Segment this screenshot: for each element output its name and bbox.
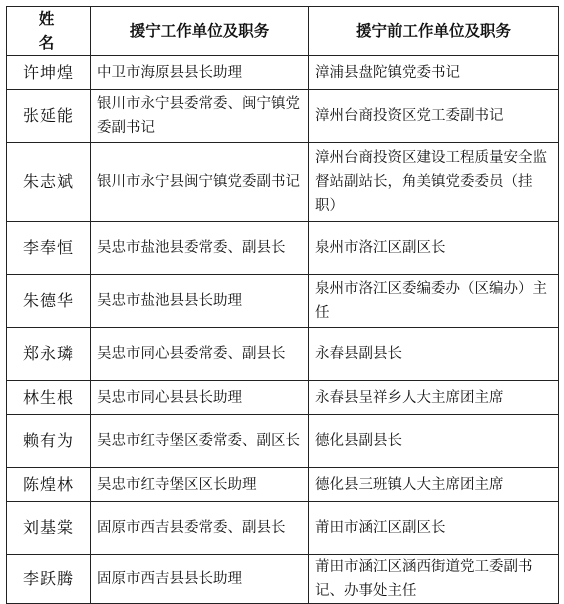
cell-name: 郑永璘 <box>7 328 91 381</box>
officials-table-container <box>6 6 558 604</box>
table-header-row <box>7 7 559 56</box>
cell-prev-post: 漳州台商投资区党工委副书记 <box>309 90 559 143</box>
cell-prev-post: 莆田市涵江区副区长 <box>309 502 559 555</box>
cell-aid-post: 吴忠市同心县县长助理 <box>91 381 309 415</box>
cell-name: 刘基棠 <box>7 502 91 555</box>
cell-name: 林生根 <box>7 381 91 415</box>
cell-prev-post: 漳州台商投资区建设工程质量安全监督站副站长，角美镇党委委员（挂职） <box>309 143 559 222</box>
cell-aid-post: 中卫市海原县县长助理 <box>91 56 309 90</box>
table-row <box>7 90 559 143</box>
cell-prev-post: 莆田市涵江区涵西街道党工委副书记、办事处主任 <box>309 555 559 604</box>
cell-aid-post: 吴忠市盐池县县长助理 <box>91 275 309 328</box>
cell-aid-post: 银川市永宁县委常委、闽宁镇党委副书记 <box>91 90 309 143</box>
cell-prev-post: 德化县副县长 <box>309 415 559 468</box>
cell-name: 李跃腾 <box>7 555 91 604</box>
table-row <box>7 555 559 604</box>
cell-name: 朱志斌 <box>7 143 91 222</box>
cell-name: 张延能 <box>7 90 91 143</box>
cell-aid-post: 吴忠市红寺堡区委常委、副区长 <box>91 415 309 468</box>
table-row <box>7 468 559 502</box>
cell-prev-post: 泉州市洛江区委编委办（区编办）主任 <box>309 275 559 328</box>
table-row <box>7 275 559 328</box>
cell-prev-post: 永春县副县长 <box>309 328 559 381</box>
cell-name: 李奉恒 <box>7 222 91 275</box>
cell-prev-post: 德化县三班镇人大主席团主席 <box>309 468 559 502</box>
table-row <box>7 56 559 90</box>
cell-aid-post: 固原市西吉县县长助理 <box>91 555 309 604</box>
table-row <box>7 222 559 275</box>
table-row <box>7 415 559 468</box>
cell-prev-post: 泉州市洛江区副区长 <box>309 222 559 275</box>
cell-name: 朱德华 <box>7 275 91 328</box>
header-prev-post: 援宁前工作单位及职务 <box>309 7 559 56</box>
cell-aid-post: 吴忠市红寺堡区区长助理 <box>91 468 309 502</box>
table-row <box>7 381 559 415</box>
table-row <box>7 143 559 222</box>
cell-aid-post: 银川市永宁县闽宁镇党委副书记 <box>91 143 309 222</box>
table-row <box>7 328 559 381</box>
table-row <box>7 502 559 555</box>
header-name: 姓 名 <box>7 7 91 56</box>
cell-name: 赖有为 <box>7 415 91 468</box>
cell-aid-post: 吴忠市同心县委常委、副县长 <box>91 328 309 381</box>
cell-name: 陈煌林 <box>7 468 91 502</box>
cell-prev-post: 漳浦县盘陀镇党委书记 <box>309 56 559 90</box>
cell-aid-post: 吴忠市盐池县委常委、副县长 <box>91 222 309 275</box>
header-aid-post: 援宁工作单位及职务 <box>91 7 309 56</box>
officials-table <box>6 6 559 604</box>
cell-aid-post: 固原市西吉县委常委、副县长 <box>91 502 309 555</box>
cell-prev-post: 永春县呈祥乡人大主席团主席 <box>309 381 559 415</box>
cell-name: 许坤煌 <box>7 56 91 90</box>
